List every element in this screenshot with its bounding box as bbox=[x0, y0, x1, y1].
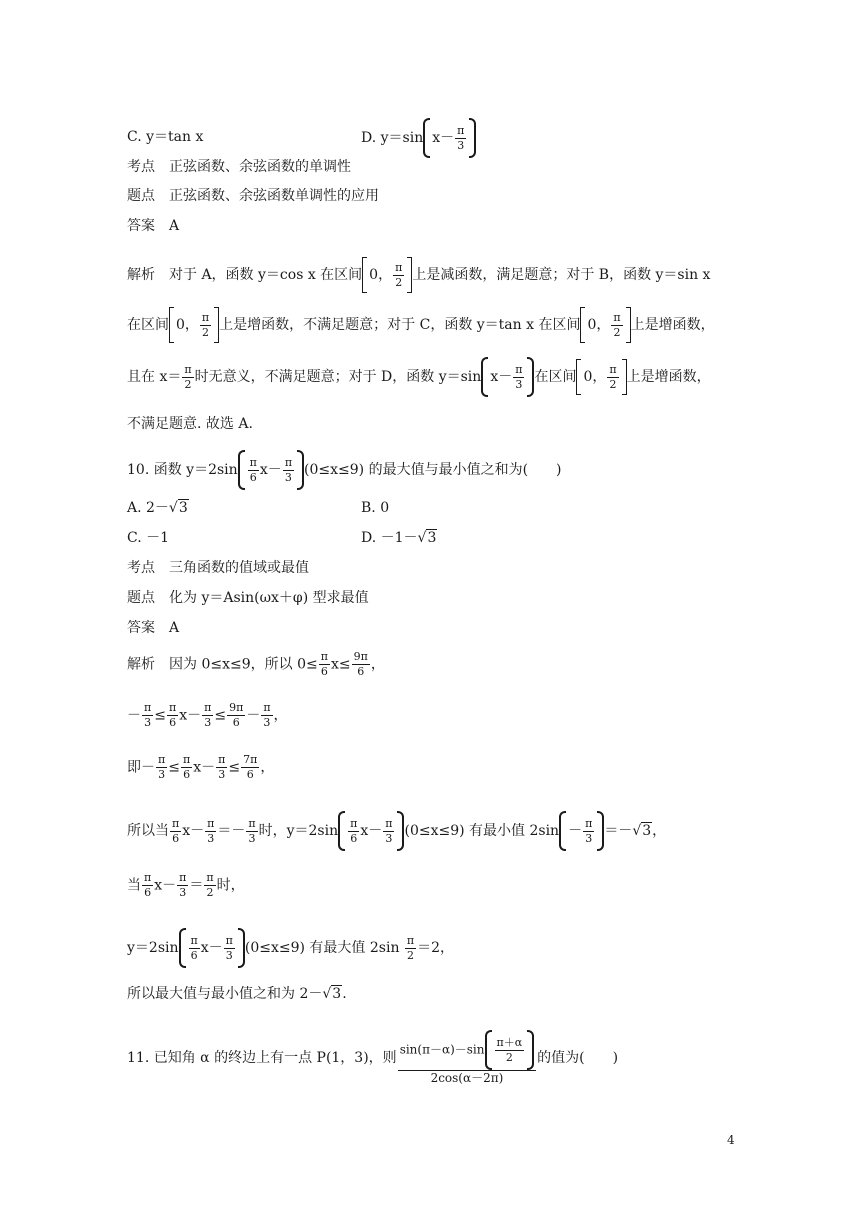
q11-stem: 11. 已知角 α 的终边上有一点 P(1，3)，则 sin(π－α)－sin $\frac{\pi+\alpha}{2}$ 2cos(α－2π) 的值为( ) bbox=[127, 1030, 618, 1086]
q10-analysis-step2: － $\frac{\pi}{3}$ ≤ $\frac{\pi}{6}$ x－ $\frac{\pi}{3}$ ≤ $\frac{9\pi}{6}$ － $\frac{\pi}{3}$ ， bbox=[127, 701, 288, 729]
q10-analysis-step7: 所以最大值与最小值之和为 2－√ 3. bbox=[127, 987, 347, 1001]
q9-subtopic: 题点 正弦函数、余弦函数单调性的应用 bbox=[127, 188, 379, 204]
q9-analysis-line4: 不满足题意. 故选 A. bbox=[127, 416, 253, 432]
q10-option-c: C. －1 bbox=[127, 530, 170, 546]
q10-analysis-step1: 解析 因为 0≤x≤9，所以 0≤ $\frac{\pi}{6}$ x≤ $\frac{9\pi}{6}$ ， bbox=[127, 650, 385, 678]
q10-analysis-step6: y＝2sin $\frac{\pi}{6}$ x－ $\frac{\pi}{3}$ (0≤x≤9) 有最大值 2sin $\frac{\pi}{2}$ ＝2， bbox=[127, 928, 454, 968]
q9-analysis-line1: 解析 对于 A，函数 y＝cos x 在区间 0， $\frac{\pi}{2}$ 上是减函数，满足题意；对于 B，函数 y＝sin x bbox=[127, 257, 710, 293]
q9-answer: 答案 A bbox=[127, 218, 180, 234]
q9-option-d: D. y＝sin x－ $\frac{\pi}{3}$ bbox=[361, 118, 476, 158]
q9-analysis-line2: 在区间 0， $\frac{\pi}{2}$ 上是增函数，不满足题意；对于 C，函数 y＝tan x 在区间 0， $\frac{\pi}{2}$ 上是增函数， bbox=[127, 307, 715, 343]
q10-answer: 答案 A bbox=[127, 620, 180, 636]
q10-topic: 考点 三角函数的值域或最值 bbox=[127, 560, 309, 576]
q10-option-b: B. 0 bbox=[361, 500, 390, 516]
q10-analysis-step5: 当 $\frac{\pi}{6}$ x－ $\frac{\pi}{3}$ ＝ $\frac{\pi}{2}$ 时， bbox=[127, 871, 245, 899]
page-number: 4 bbox=[727, 1133, 735, 1147]
q10-option-a: A. 2－√ 3 bbox=[127, 501, 189, 515]
q10-stem: 10. 函数 y＝2sin $\frac{\pi}{6}$ x－ $\frac{\pi}{3}$ (0≤x≤9) 的最大值与最小值之和为( ) bbox=[127, 450, 562, 490]
q9-topic: 考点 正弦函数、余弦函数的单调性 bbox=[127, 159, 351, 175]
q9-analysis-line3: 且在 x＝ $\frac{\pi}{2}$ 时无意义，不满足题意；对于 D，函数 y＝sin x－ $\frac{\pi}{3}$ 在区间 0， $\frac{\pi}{2}$ 上是增函数， bbox=[127, 357, 711, 397]
q10-option-d: D. －1－√ 3 bbox=[361, 531, 437, 545]
q10-analysis-step3: 即－ $\frac{\pi}{3}$ ≤ $\frac{\pi}{6}$ x－ $\frac{\pi}{3}$ ≤ $\frac{7\pi}{6}$ ， bbox=[127, 753, 275, 781]
q10-analysis-step4: 所以当 $\frac{\pi}{6}$ x－ $\frac{\pi}{3}$ ＝－ $\frac{\pi}{3}$ 时，y＝2sin $\frac{\pi}{6}$ x－ $\frac{\pi}{3}$ (0≤x≤9) 有最小值 2sin － $\frac{\pi}{3}$ ＝－√ 3， bbox=[127, 811, 666, 851]
q10-subtopic: 题点 化为 y＝Asin(ωx＋φ) 型求最值 bbox=[127, 590, 369, 606]
q9-option-c: C. y＝tan x bbox=[127, 129, 204, 145]
